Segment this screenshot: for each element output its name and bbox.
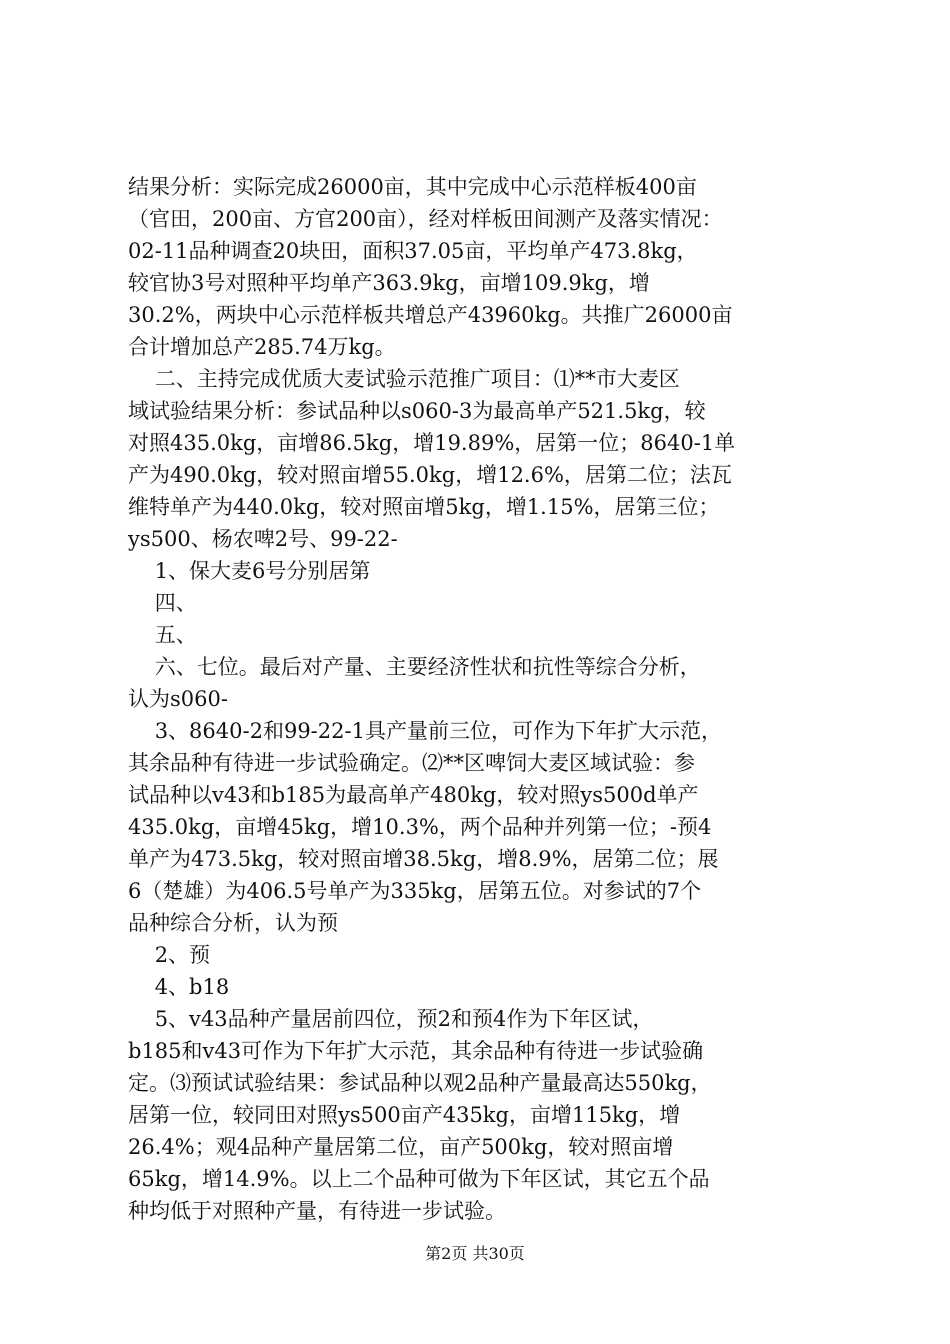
text-line: 435.0kg，亩增45kg，增10.3%，两个品种并列第一位；-预4 [128, 815, 712, 839]
page-footer: 第2页 共30页 [425, 1244, 525, 1263]
text-line: 1、保大麦6号分别居第 [128, 559, 371, 583]
text-line: 4、b18 [128, 975, 230, 999]
text-line: 结果分析：实际完成26000亩，其中完成中心示范样板400亩 [128, 175, 697, 199]
text-line: 较官协3号对照种平均单产363.9kg，亩增109.9kg，增 [128, 271, 650, 295]
text-line: 认为s060- [128, 687, 228, 711]
text-line: 维特单产为440.0kg，较对照亩增5kg，增1.15%，居第三位； [128, 495, 720, 519]
text-line: 合计增加总产285.74万kg。 [128, 335, 396, 359]
text-line: b185和v43可作为下年扩大示范，其余品种有待进一步试验确 [128, 1039, 704, 1063]
text-line: 26.4%；观4品种产量居第二位，亩产500kg，较对照亩增 [128, 1135, 674, 1159]
text-line: 种均低于对照种产量，有待进一步试验。 [128, 1199, 506, 1223]
text-line: 6（楚雄）为406.5号单产为335kg，居第五位。对参试的7个 [128, 879, 702, 903]
text-line: 六、七位。最后对产量、主要经济性状和抗性等综合分析， [128, 655, 701, 679]
text-line: 四、 [128, 591, 197, 615]
text-line: 3、8640-2和99-22-1具产量前三位，可作为下年扩大示范， [128, 719, 722, 743]
text-line: 品种综合分析，认为预 [128, 911, 338, 935]
text-line: 单产为473.5kg，较对照亩增38.5kg，增8.9%，居第二位；展 [128, 847, 719, 871]
text-line: 居第一位，较同田对照ys500亩产435kg，亩增115kg，增 [128, 1103, 681, 1127]
text-line: 对照435.0kg，亩增86.5kg，增19.89%，居第一位；8640-1单 [128, 431, 736, 455]
text-line: 产为490.0kg，较对照亩增55.0kg，增12.6%，居第二位；法瓦 [128, 463, 732, 487]
text-line: 域试验结果分析：参试品种以s060-3为最高单产521.5kg，较 [128, 399, 706, 423]
text-line: 02-11品种调查20块田，面积37.05亩，平均单产473.8kg， [128, 239, 698, 263]
text-line: 5、v43品种产量居前四位，预2和预4作为下年区试， [128, 1007, 654, 1031]
text-line: 2、预 [128, 943, 211, 967]
text-line: 二、主持完成优质大麦试验示范推广项目：⑴**市大麦区 [128, 367, 680, 391]
text-line: 五、 [128, 623, 197, 647]
text-line: 30.2%，两块中心示范样板共增总产43960kg。共推广26000亩 [128, 303, 733, 327]
text-line: （官田，200亩、方官200亩），经对样板田间测产及落实情况： [128, 207, 723, 231]
text-line: ys500、杨农啤2号、99-22- [128, 527, 398, 551]
text-line: 试品种以v43和b185为最高单产480kg，较对照ys500d单产 [128, 783, 699, 807]
text-line: 其余品种有待进一步试验确定。⑵**区啤饲大麦区域试验：参 [128, 751, 695, 775]
text-line: 定。⑶预试试验结果：参试品种以观2品种产量最高达550kg， [128, 1071, 712, 1095]
text-line: 65kg，增14.9%。以上二个品种可做为下年区试，其它五个品 [128, 1167, 710, 1191]
